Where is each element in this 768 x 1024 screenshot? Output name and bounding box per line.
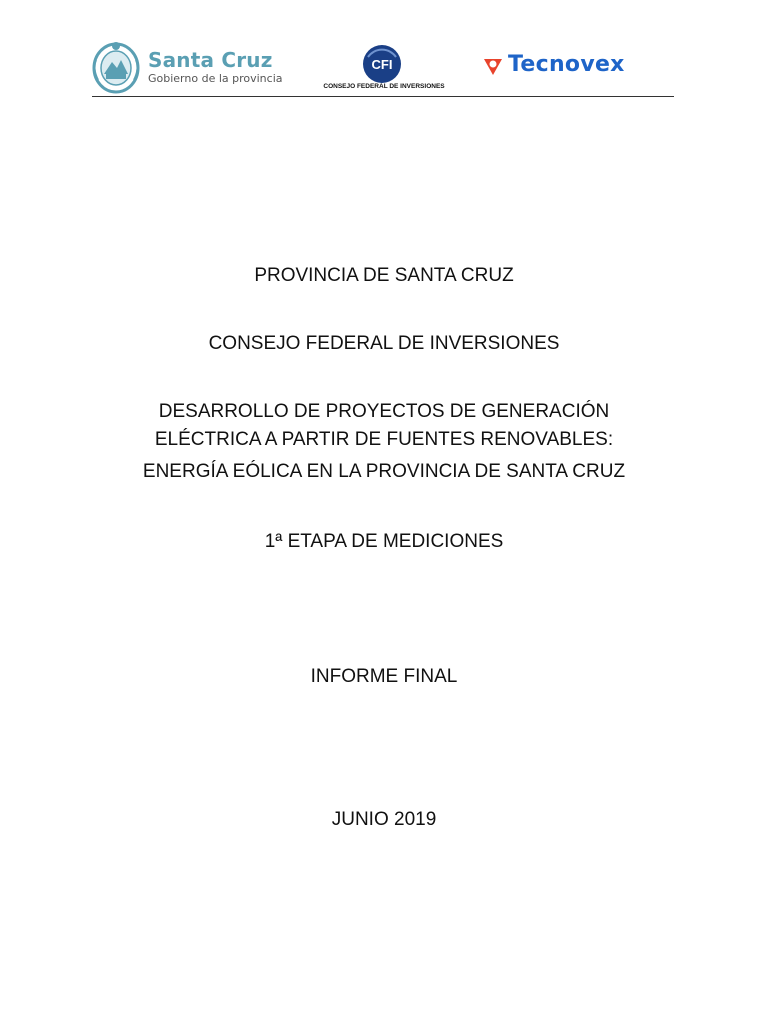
project-title-line-2: ELÉCTRICA A PARTIR DE FUENTES RENOVABLES: [154,429,614,450]
tecnovex-logo-name: Tecnovex [508,52,625,77]
cfi-logo-subtitle: CONSEJO FEDERAL DE INVERSIONES [323,83,445,90]
document-date: JUNIO 2019 [331,809,437,830]
cfi-emblem-text: CFI [371,57,393,72]
santa-cruz-logo-subtitle: Gobierno de la provincia [148,72,283,85]
province-heading: PROVINCIA DE SANTA CRUZ [254,265,514,286]
cfi-logo [318,40,450,96]
tecnovex-shield-icon [482,55,504,77]
santa-cruz-logo-title: Santa Cruz [148,48,273,72]
council-heading: CONSEJO FEDERAL DE INVERSIONES [208,333,560,354]
stage-heading: 1ª ETAPA DE MEDICIONES [264,531,504,552]
tecnovex-logo [482,52,674,82]
santa-cruz-logo [90,36,290,96]
project-title-line-1: DESARROLLO DE PROYECTOS DE GENERACIÓN [158,401,610,422]
project-title-line-3: ENERGÍA EÓLICA EN LA PROVINCIA DE SANTA CRUZ [142,461,626,482]
cfi-emblem-icon [362,44,402,84]
report-type-heading: INFORME FINAL [310,666,458,687]
santa-cruz-seal-icon [90,38,142,94]
page-header [0,0,768,100]
header-divider [92,96,674,97]
